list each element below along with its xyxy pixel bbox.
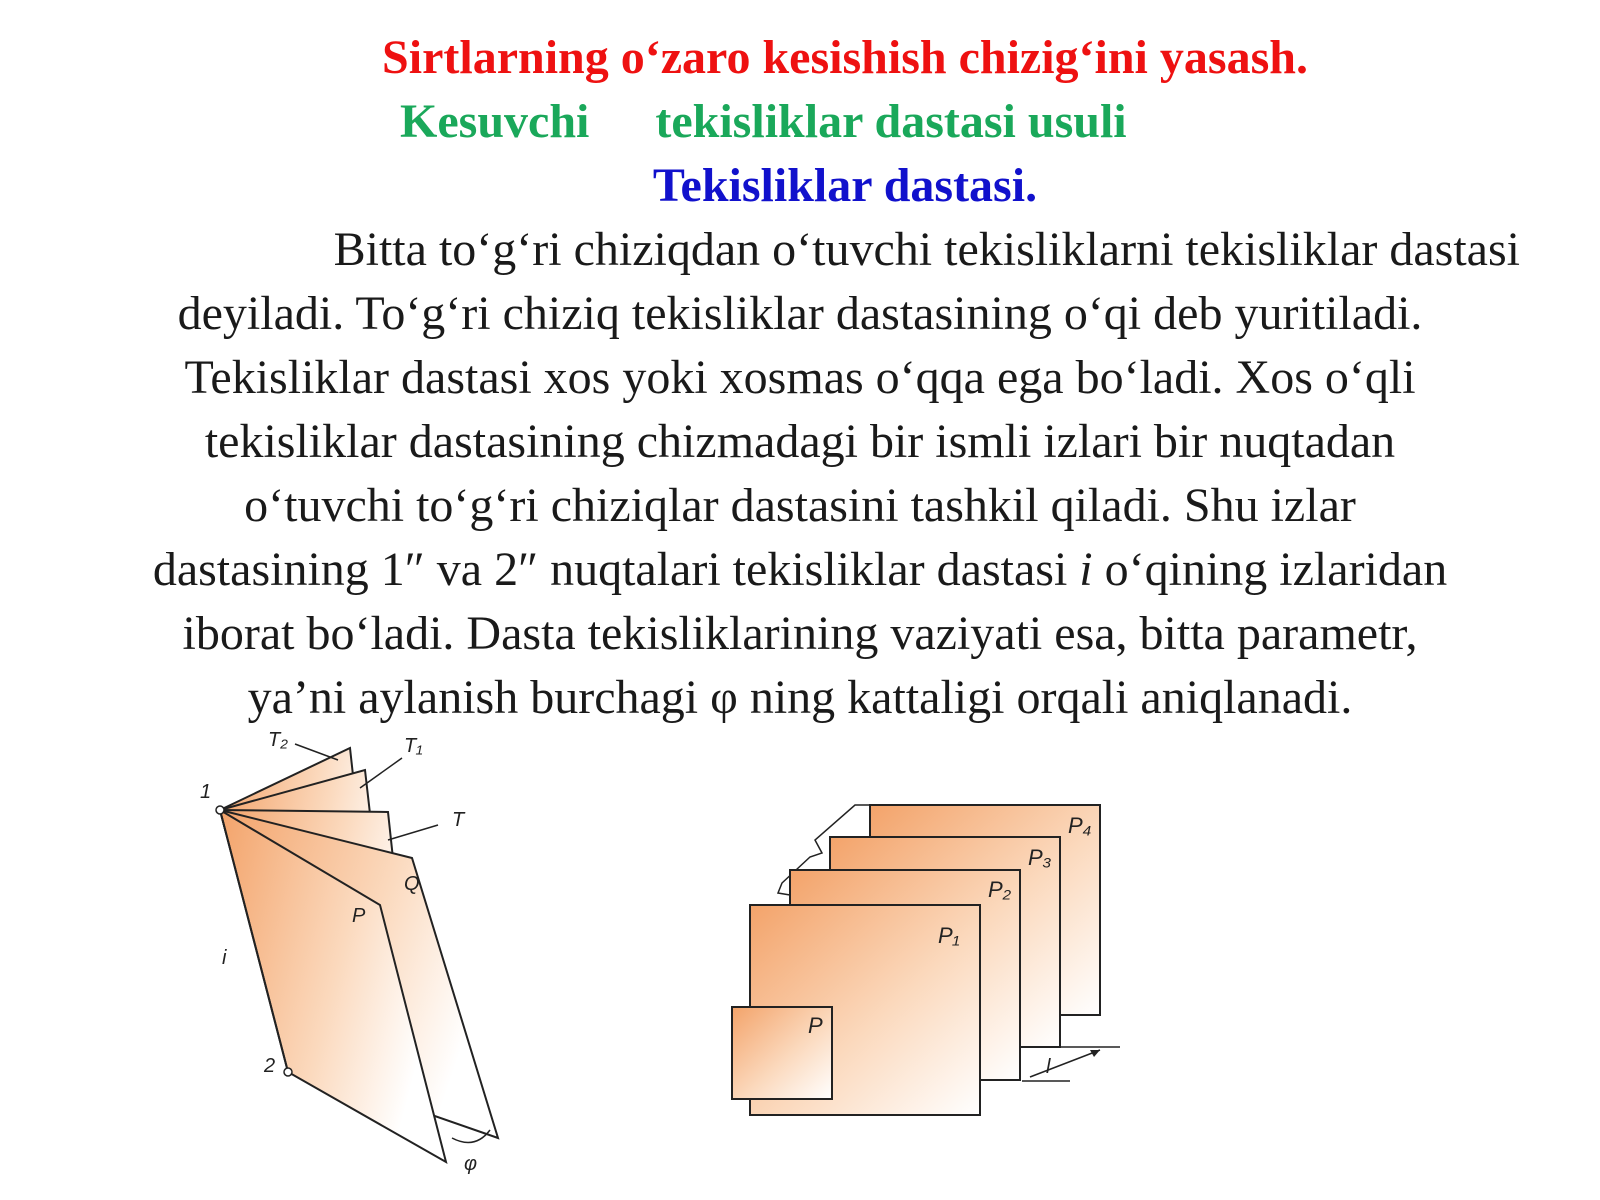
body-paragraph <box>70 218 1530 730</box>
point-1-marker <box>216 806 224 814</box>
label-q: Q <box>404 873 420 895</box>
slide-title: Sirtlarning o‘zaro kesishish chizig‘ini yasash. <box>382 31 1308 84</box>
label-point-2: 2 <box>264 1055 276 1077</box>
paragraph-line: Bitta to‘g‘ri chiziqdan o‘tuvchi tekisliklarni tekisliklar dastasi <box>333 223 1520 276</box>
label-p: P <box>352 905 366 927</box>
label-t: T <box>452 809 465 831</box>
label-point-1: 1 <box>200 781 212 803</box>
point-2-marker <box>284 1068 292 1076</box>
line6-start: dastasining 1″ va 2″ nuqtalari tekisliklar dastasi <box>152 543 1080 596</box>
paragraph-line: Tekisliklar dastasi xos yoki xosmas o‘qqa ega bo‘ladi. Xos o‘qli <box>184 351 1416 404</box>
slide-subtitle <box>400 94 1127 150</box>
line6-end: o‘qining izlaridan <box>1092 543 1448 596</box>
paragraph-line: tekisliklar dastasining chizmadagi bir ismli izlari bir nuqtadan <box>204 415 1396 468</box>
plane-pencil-figure <box>190 730 530 1190</box>
paragraph-line <box>70 538 1530 602</box>
label-p4: P₄ <box>1068 813 1092 838</box>
label-t2: T₂ <box>268 730 288 751</box>
label-p3: P₃ <box>1028 845 1052 870</box>
label-p: P <box>808 1013 823 1038</box>
label-t1: T₁ <box>404 735 423 757</box>
label-l: l <box>1046 1056 1051 1078</box>
label-i: i <box>222 947 227 969</box>
axis-symbol-i: i <box>1079 543 1093 596</box>
subtitle-part1: Kesuvchi <box>400 95 590 148</box>
paragraph-line: iborat bo‘ladi. Dasta tekisliklarining vaziyati esa, bitta parametr, <box>182 607 1418 660</box>
section-heading: Tekisliklar dastasi. <box>652 159 1038 212</box>
label-p2: P₂ <box>988 877 1012 902</box>
distance-arrow <box>1030 1050 1100 1077</box>
label-phi: φ <box>464 1153 478 1175</box>
label-p1: P₁ <box>938 923 960 948</box>
paragraph-line: ya’ni aylanish burchagi φ ning kattaligi orqali aniqlanadi. <box>247 671 1353 724</box>
paragraph-line: deyiladi. To‘g‘ri chiziq tekisliklar dastasining o‘qi deb yuritiladi. <box>177 287 1423 340</box>
leader-t2 <box>295 744 338 760</box>
paragraph-line: o‘tuvchi to‘g‘ri chiziqlar dastasini tashkil qiladi. Shu izlar <box>244 479 1356 532</box>
leader-t <box>388 825 438 840</box>
parallel-planes-figure <box>730 795 1130 1125</box>
subtitle-part2: tekisliklar dastasi usuli <box>655 95 1127 148</box>
